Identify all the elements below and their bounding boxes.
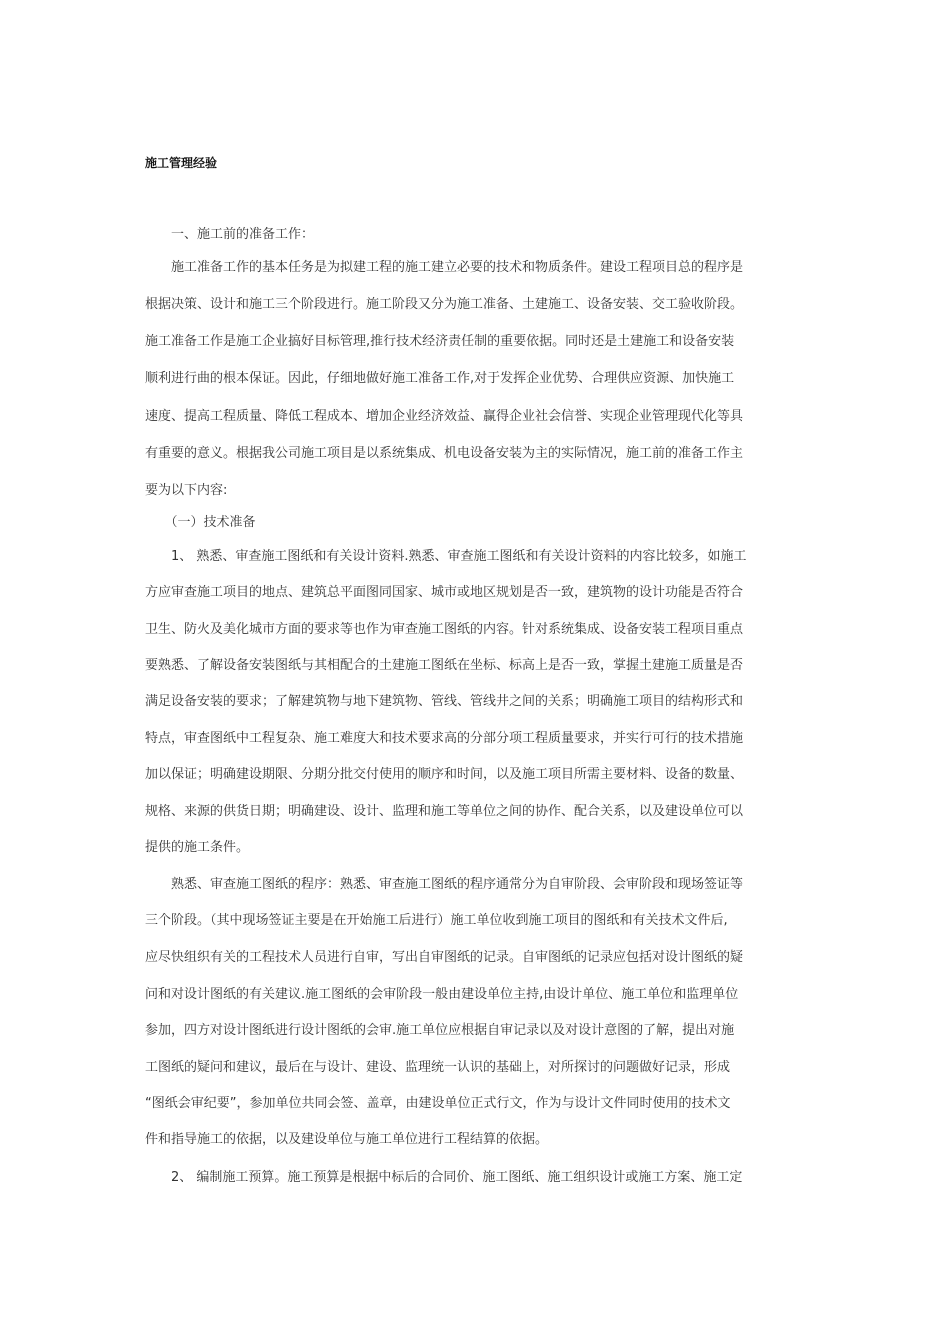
body-line: 应尽快组织有关的工程技术人员进行自审，写出自审图纸的记录。自审图纸的记录应包括对设计图纸的疑 xyxy=(145,950,744,965)
body-line: 三个阶段。（其中现场签证主要是在开始施工后进行）施工单位收到施工项目的图纸和有关技术文件后, xyxy=(145,913,728,928)
body-line: 速度、提高工程质量、降低工程成本、增加企业经济效益、赢得企业社会信誉、实现企业管理现代化等具 xyxy=(145,409,744,424)
body-line: 施工准备工作的基本任务是为拟建工程的施工建立必要的技术和物质条件。建设工程项目总的程序是 xyxy=(145,260,744,275)
body-line: 工图纸的疑问和建议，最后在与设计、建设、监理统一认识的基础上，对所探讨的问题做好记录，形成 xyxy=(145,1060,731,1075)
body-line: 方应审查施工项目的地点、建筑总平面图同国家、城市或地区规划是否一致，建筑物的设计功能是否符合 xyxy=(145,585,744,600)
body-line: “图纸会审纪要”，参加单位共同会签、盖章，由建设单位正式行文，作为与设计文件同时使用的技术文 xyxy=(145,1096,731,1111)
body-line: 一、施工前的准备工作： xyxy=(145,227,315,242)
body-line: 加以保证；明确建设期限、分期分批交付使用的顺序和时间，以及施工项目所需主要材料、设备的数量、 xyxy=(145,767,744,782)
body-line: 施工准备工作是施工企业搞好目标管理,推行技术经济责任制的重要依据。同时还是土建施工和设备安装 xyxy=(145,334,735,349)
body-line: 提供的施工条件。 xyxy=(145,840,250,855)
body-line: 件和指导施工的依据，以及建设单位与施工单位进行工程结算的依据。 xyxy=(145,1132,549,1147)
body-line: 规格、来源的供货日期；明确建设、设计、监理和施工等单位之间的协作、配合关系，以及建设单位可以 xyxy=(145,804,744,819)
body-line: 特点，审查图纸中工程复杂、施工难度大和技术要求高的分部分项工程质量要求，并实行可行的技术措施 xyxy=(145,731,744,746)
body-line: 1、 熟悉、审查施工图纸和有关设计资料.熟悉、审查施工图纸和有关设计资料的内容比较多，如施工 xyxy=(145,549,747,564)
document-title: 施工管理经验 xyxy=(145,156,218,170)
body-line: 熟悉、审查施工图纸的程序：熟悉、审查施工图纸的程序通常分为自审阶段、会审阶段和现场签证等 xyxy=(145,877,744,892)
body-line: 2、 编制施工预算。施工预算是根据中标后的合同价、施工图纸、施工组织设计或施工方案、施工定 xyxy=(145,1170,743,1185)
body-line: 问和对设计图纸的有关建议.施工图纸的会审阶段一般由建设单位主持,由设计单位、施工单位和监理单位 xyxy=(145,987,739,1002)
body-line: 要熟悉、了解设备安装图纸与其相配合的土建施工图纸在坐标、标高上是否一致，掌握土建施工质量是否 xyxy=(145,658,744,673)
body-line: 要为以下内容: xyxy=(145,483,228,498)
body-line: 满足设备安装的要求；了解建筑物与地下建筑物、管线、管线井之间的关系；明确施工项目的结构形式和 xyxy=(145,694,744,709)
body-line: 顺利进行曲的根本保证。因此，仔细地做好施工准备工作,对于发挥企业优势、合理供应资源、加快施工 xyxy=(145,371,735,386)
body-line: 参加，四方对设计图纸进行设计图纸的会审.施工单位应根据自审记录以及对设计意图的了解，提出对施 xyxy=(145,1023,735,1038)
body-line: 卫生、防火及美化城市方面的要求等也作为审查施工图纸的内容。针对系统集成、设备安装工程项目重点 xyxy=(145,622,744,637)
body-line: 有重要的意义。根据我公司施工项目是以系统集成、机电设备安装为主的实际情况，施工前的准备工作主 xyxy=(145,446,744,461)
body-line: （一）技术准备 xyxy=(145,515,256,530)
body-line: 根据决策、设计和施工三个阶段进行。施工阶段又分为施工准备、土建施工、设备安装、交工验收阶段。 xyxy=(145,297,744,312)
